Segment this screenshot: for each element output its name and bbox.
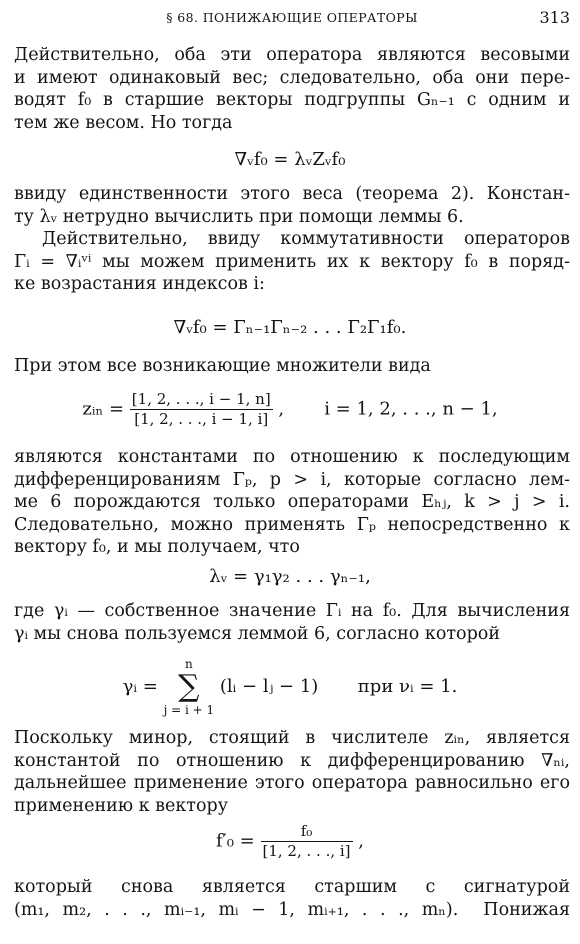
fraction-denominator: [1, 2, . . ., i − 1, i] — [134, 410, 269, 428]
formula-nabla-lambda: ∇ᵥf₀ = λᵥZᵥf₀ — [234, 149, 346, 170]
formula-lambda-product: λᵥ = γ₁γ₂ . . . γₙ₋₁, — [209, 566, 371, 587]
sum-term: (lᵢ − lⱼ − 1) — [219, 676, 319, 697]
text-line: и имеют одинаковый вес; следовательно, оба они пере- — [14, 67, 570, 88]
text-line: тем же весом. Но тогда — [14, 112, 233, 133]
text-line: ввиду единственности этого веса (теорема 2). Констан- — [14, 184, 570, 204]
text-line: Действительно, оба эти оператора являются весовыми — [14, 45, 570, 65]
text-line: Следовательно, можно применять Γₚ непосредственно к — [14, 514, 570, 535]
text-line: константой по отношению к дифференцированию ∇ₙᵢ, — [14, 750, 570, 771]
text-line: ме 6 порождаются только операторами Eₕⱼ, k > j > i. — [14, 492, 570, 513]
text-line: γᵢ мы снова пользуемся леммой 6, согласно которой — [14, 623, 500, 644]
paragraph-6 — [14, 727, 570, 817]
sum-symbol: ∑ — [178, 669, 200, 704]
formula-rhs: , i = 1, 2, . . ., n − 1, — [278, 398, 498, 420]
text-line: При этом все возникающие множители вида — [14, 356, 431, 376]
text-line: ке возрастания индексов i: — [14, 274, 265, 295]
formula-lhs: f′₀ = — [215, 830, 255, 852]
paragraph-5 — [14, 600, 570, 645]
text-line: Γᵢ = ∇ᵢᵛⁱ мы можем применить их к вектору f₀ в поряд- — [14, 251, 570, 272]
paragraph-2 — [14, 183, 570, 296]
fraction-numerator: f₀ — [261, 822, 353, 842]
formula-rhs: , — [358, 830, 365, 852]
text-line: ту λᵥ нетрудно вычислить при помощи леммы 6. — [14, 206, 464, 227]
text-line: вектору f₀, и мы получаем, что — [14, 537, 300, 558]
section-title: § 68. ПОНИЖАЮЩИЕ ОПЕРАТОРЫ — [166, 10, 418, 25]
page-header — [14, 8, 570, 30]
formula-gamma-product: ∇ᵥf₀ = Γₙ₋₁Γₙ₋₂ . . . Γ₂Γ₁f₀. — [173, 317, 407, 338]
paragraph-1 — [14, 44, 570, 134]
formula-z-in — [0, 390, 580, 429]
text-line: Действительно, ввиду коммутативности операторов — [42, 229, 570, 250]
sum-lower-limit: j = i + 1 — [163, 703, 215, 717]
text-line: водят f₀ в старшие векторы подгруппы Gₙ₋₁ с одним и — [14, 90, 570, 111]
sum-upper-limit: n — [185, 657, 193, 671]
text-line: (m₁, m₂, . . ., mᵢ₋₁, mᵢ − 1, mᵢ₊₁, . . ., mₙ). Понижая — [14, 899, 570, 920]
formula-gamma-sum — [0, 656, 580, 718]
formula-lhs: zᵢₙ = — [82, 398, 125, 420]
page-number: 313 — [539, 8, 570, 27]
text-line: где γᵢ — собственное значение Γᵢ на f₀. Для вычисления — [14, 601, 570, 621]
formula-condition: при νᵢ = 1. — [357, 676, 458, 697]
text-line: являются константами по отношению к последующим — [14, 447, 570, 467]
paragraph-7 — [14, 876, 570, 921]
text-line: Поскольку минор, стоящий в числителе zᵢₙ, является — [14, 728, 570, 748]
text-line: применению к вектору — [14, 795, 229, 816]
formula-f-prime — [0, 822, 580, 861]
formula-lhs: γᵢ = — [122, 676, 158, 697]
paragraph-3 — [14, 355, 570, 378]
fraction — [261, 822, 353, 861]
text-line: дифференцированиям Γₚ, p > i, которые согласно лем- — [14, 469, 570, 490]
text-line: дальнейшее применение этого оператора равносильно его — [14, 773, 570, 794]
fraction-numerator: [1, 2, . . ., i − 1, n] — [131, 390, 271, 408]
text-line: который снова является старшим с сигнатурой — [14, 877, 570, 897]
summation — [164, 656, 215, 718]
fraction — [130, 390, 273, 429]
fraction-denominator: [1, 2, . . ., i] — [262, 842, 351, 860]
paragraph-4 — [14, 446, 570, 559]
